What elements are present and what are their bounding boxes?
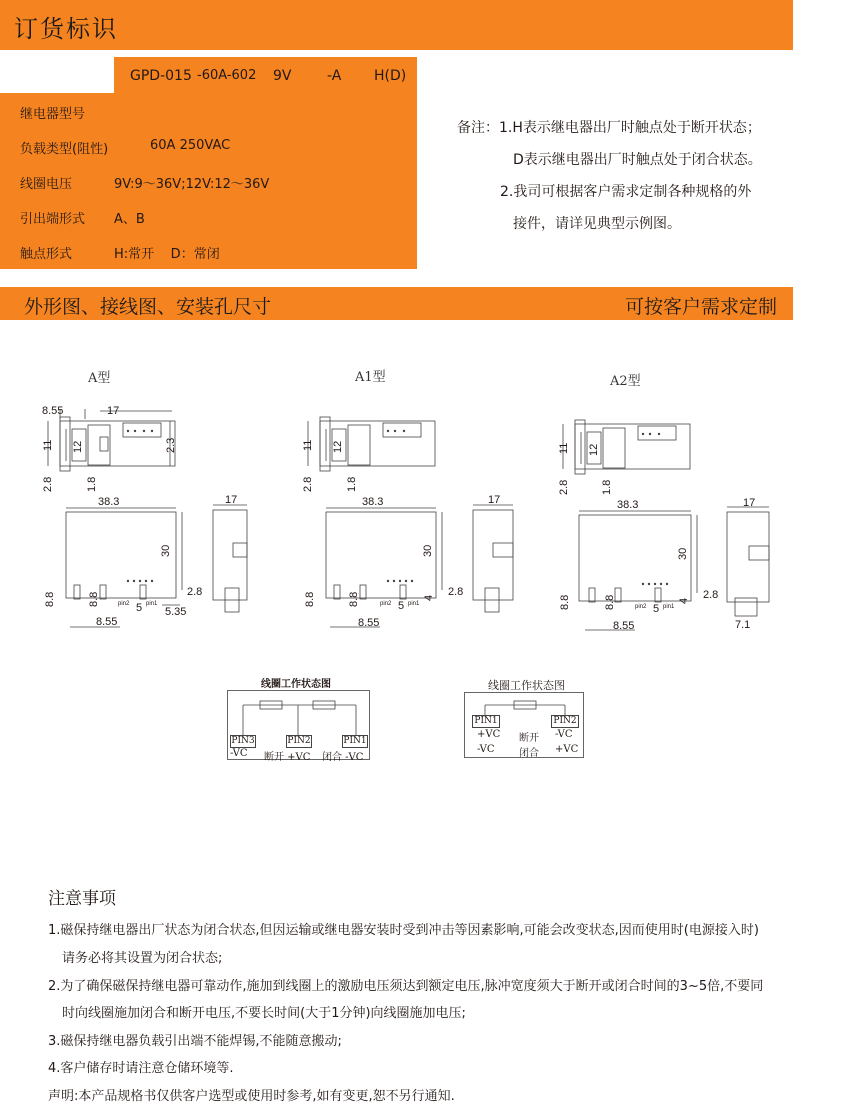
dim-a1-4: 4 xyxy=(423,594,435,601)
dim-a-28: 2.8 xyxy=(42,476,54,492)
code-part3: 9V xyxy=(273,68,292,84)
ordering-banner xyxy=(0,0,793,50)
dim-a-23: 2.3 xyxy=(165,437,177,453)
attention-line-1: 1.磁保持继电器出厂状态为闭合状态,但因运输或继电器安装时受到冲击等因素影响,可能会改变状态,因而使用时(电源接入时) xyxy=(48,923,759,938)
dim-a2-28b: 2.8 xyxy=(703,589,719,601)
row-value-load: 60A 250VAC xyxy=(150,138,231,153)
note-line-3: 2.我司可根据客户需求定制各种规格的外 xyxy=(500,184,752,200)
dim-a-5: 5 xyxy=(136,602,143,614)
label-a1-pin1: pin1 xyxy=(408,601,420,607)
dim-a1-88a: 8.8 xyxy=(304,591,316,607)
coil-diagram-1-title: 线圈工作状态图 xyxy=(261,679,331,690)
label-a-pin1: pin1 xyxy=(146,601,158,607)
row-label-terminal: 引出端形式 xyxy=(20,212,86,227)
dim-a2-11: 11 xyxy=(558,442,570,454)
dim-a1-383: 38.3 xyxy=(362,496,384,508)
drawing-a1 xyxy=(300,395,540,635)
customization-note: 可按客户需求定制 xyxy=(624,296,777,318)
coil-diagram-2-title: 线圈工作状态图 xyxy=(488,679,565,692)
drawing-title-a1: A1型 xyxy=(355,370,386,385)
dim-a-12: 12 xyxy=(72,440,84,453)
ordering-title: 订货标识 xyxy=(14,15,118,43)
coil-1-pin1: PIN1 xyxy=(343,736,367,746)
disclaimer: 声明:本产品规格书仅供客户选型或使用时参考,如有变更,恕不另行通知. xyxy=(48,1089,455,1104)
attention-title: 注意事项 xyxy=(48,889,116,909)
coil-1-pin2: PIN2 xyxy=(287,736,311,746)
attention-line-2: 请务必将其设置为闭合状态; xyxy=(62,951,223,966)
drawing-title-a: A型 xyxy=(88,371,111,386)
dim-a-383: 38.3 xyxy=(98,496,120,508)
dim-a-17: 17 xyxy=(107,405,120,417)
dim-a2-88a: 8.8 xyxy=(559,594,571,610)
row-label-coil: 线圈电压 xyxy=(20,177,73,192)
row-label-model: 继电器型号 xyxy=(20,107,86,122)
code-part1: GPD-015 xyxy=(130,68,192,84)
attention-line-4: 时向线圈施加闭合和断开电压,不要长时间(大于1分钟)向线圈施加电压; xyxy=(62,1006,466,1021)
dim-a1-28: 2.8 xyxy=(302,476,314,492)
dim-a2-12: 12 xyxy=(588,443,600,456)
coil-1-label-2: 断开 +VC xyxy=(264,752,311,763)
coil-2-pin1: PIN1 xyxy=(472,715,500,728)
dim-a2-383: 38.3 xyxy=(617,499,639,511)
dim-a-28b: 2.8 xyxy=(187,586,203,598)
coil-2-row2-c: +VC xyxy=(555,744,579,755)
coil-2-row2-b: 闭合 xyxy=(519,748,539,759)
row-value-coil: 9V:9～36V;12V:12～36V xyxy=(114,177,270,192)
drawing-title-a2: A2型 xyxy=(610,374,641,389)
attention-line-5: 3.磁保持继电器负载引出端不能焊锡,不能随意搬动; xyxy=(48,1034,342,1049)
dim-a-535: 5.35 xyxy=(165,606,187,618)
dim-a1-88b: 8.8 xyxy=(348,591,360,607)
dim-a-17b: 17 xyxy=(225,494,238,506)
attention-line-3: 2.为了确保磁保持继电器可靠动作,施加到线圈上的激励电压须达到额定电压,脉冲宽度须大于断开或闭合时间的3~5倍,不要同 xyxy=(48,979,764,994)
code-part2: -60A-602 xyxy=(197,68,257,83)
dim-a2-88b: 8.8 xyxy=(604,594,616,610)
dim-a1-5: 5 xyxy=(398,600,405,612)
note-line-1: 备注：1.H表示继电器出厂时触点处于断开状态； xyxy=(457,120,761,136)
coil-diagram-1 xyxy=(227,690,370,763)
dimensions-title: 外形图、接线图、安装孔尺寸 xyxy=(24,296,272,318)
code-part4: -A xyxy=(327,68,342,84)
code-part5: H(D) xyxy=(374,68,407,84)
drawing-a xyxy=(40,395,280,635)
dim-a-30: 30 xyxy=(160,544,172,557)
dim-a1-12: 12 xyxy=(332,440,344,453)
row-label-load: 负载类型(阻性) xyxy=(20,142,109,157)
label-a1-pin2: pin2 xyxy=(380,601,392,607)
coil-1-label-3: 闭合 -VC xyxy=(322,752,364,763)
attention-line-6: 4.客户储存时请注意仓储环境等. xyxy=(48,1061,234,1076)
coil-2-pin2: PIN2 xyxy=(551,715,579,728)
dim-a-88b: 8.8 xyxy=(88,591,100,607)
drawing-a2 xyxy=(555,398,795,638)
coil-1-pin3: PIN3 xyxy=(231,736,255,746)
dim-a-88a: 8.8 xyxy=(44,591,56,607)
coil-1-label-1: -VC xyxy=(230,748,248,759)
dim-a2-17b: 17 xyxy=(743,497,756,509)
dim-a2-28: 2.8 xyxy=(558,479,570,495)
dim-a-18: 1.8 xyxy=(86,476,98,492)
dim-a1-17b: 17 xyxy=(488,494,501,506)
note-line-4: 接件，请详见典型示例图。 xyxy=(513,216,681,232)
coil-2-row2-a: -VC xyxy=(477,744,495,755)
dim-a1-11: 11 xyxy=(302,439,314,451)
dim-a2-30: 30 xyxy=(677,547,689,560)
dim-a2-4: 4 xyxy=(678,597,690,604)
label-a-pin2: pin2 xyxy=(118,601,130,607)
dimensions-banner xyxy=(0,287,793,320)
label-a2-pin1: pin1 xyxy=(663,604,675,610)
dim-a1-18: 1.8 xyxy=(346,476,358,492)
dim-a2-18: 1.8 xyxy=(601,479,613,495)
coil-diagram-2 xyxy=(464,692,584,758)
row-value-terminal: A、B xyxy=(114,212,145,227)
dim-a1-28b: 2.8 xyxy=(448,586,464,598)
note-line-2: D表示继电器出厂时触点处于闭合状态。 xyxy=(513,152,762,168)
dim-a1-30: 30 xyxy=(422,544,434,557)
dim-a1-855b: 8.55 xyxy=(358,617,380,629)
coil-2-row1-c: -VC xyxy=(555,729,573,740)
dim-a2-5: 5 xyxy=(653,603,660,615)
dim-a2-71: 7.1 xyxy=(735,619,751,631)
dim-a-11: 11 xyxy=(42,439,54,451)
coil-2-row1-b: 断开 xyxy=(519,733,539,744)
row-value-contact: H:常开 D：常闭 xyxy=(114,247,220,262)
row-label-contact: 触点形式 xyxy=(20,247,73,262)
label-a2-pin2: pin2 xyxy=(635,604,647,610)
dim-a-855b: 8.55 xyxy=(96,616,118,628)
coil-2-row1-a: +VC xyxy=(477,729,501,740)
dim-a-855: 8.55 xyxy=(42,405,64,417)
dim-a2-855b: 8.55 xyxy=(613,620,635,632)
